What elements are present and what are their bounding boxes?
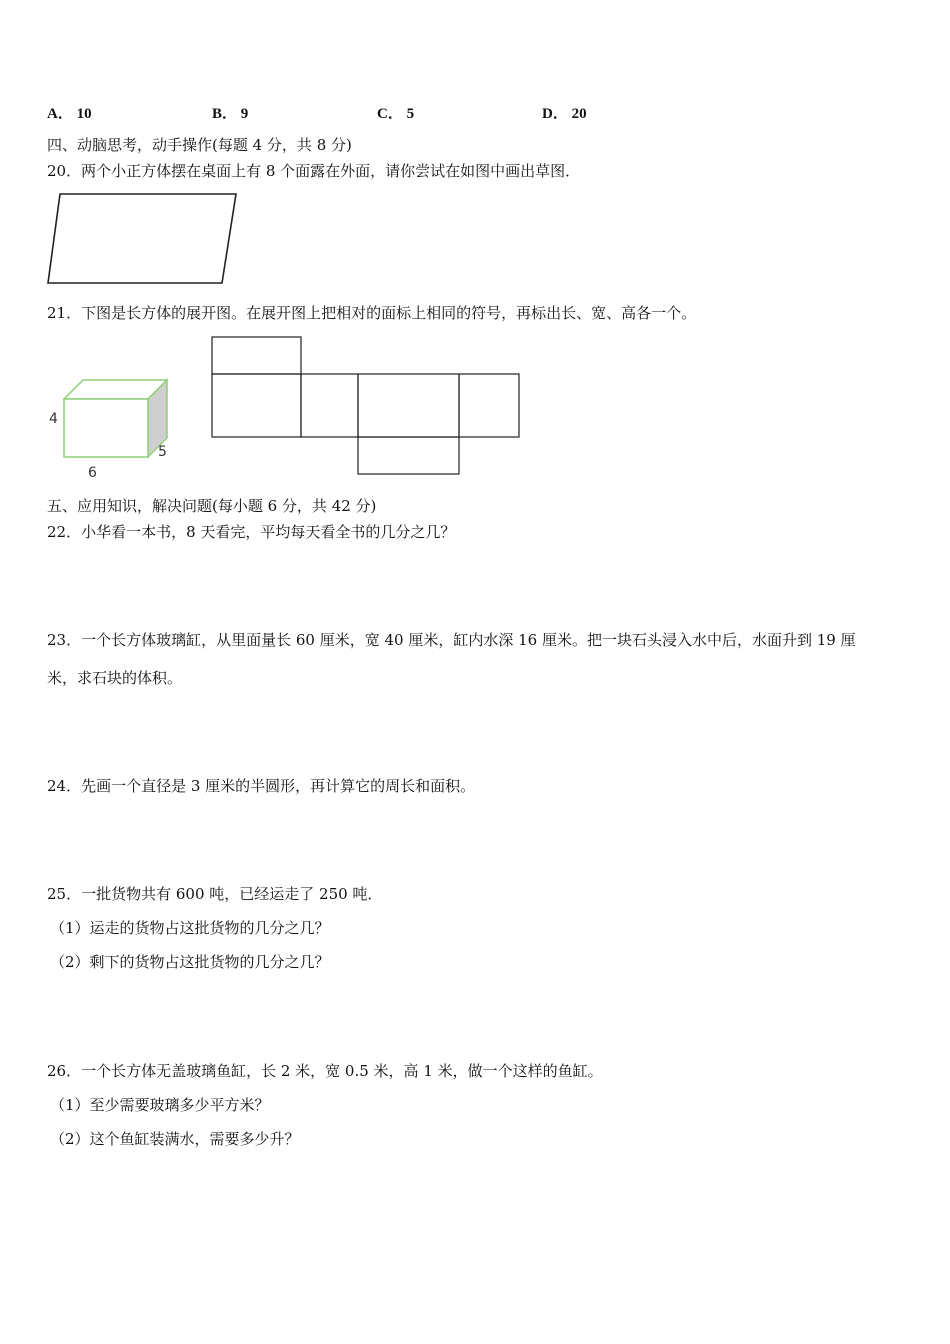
- question-26-sub-1: （1）至少需要玻璃多少平方米？: [50, 1096, 270, 1114]
- length-label: 6: [88, 465, 97, 481]
- net-face-side-1: [301, 374, 358, 437]
- height-label: 4: [49, 411, 58, 427]
- parallelogram-figure: [40, 190, 250, 290]
- cuboid-figure: [40, 372, 190, 482]
- question-25: 25．一批货物共有 600 吨，已经运走了 250 吨．: [47, 885, 383, 903]
- option-a: A． 10: [47, 106, 92, 122]
- question-20: 20．两个小正方体摆在桌面上有 8 个面露在外面，请你尝试在如图中画出草图．: [47, 162, 581, 180]
- net-face-front: [358, 374, 459, 437]
- cuboid-front-face: [64, 399, 148, 457]
- question-25-sub-1: （1）运走的货物占这批货物的几分之几？: [50, 919, 330, 937]
- section-5-heading: 五、应用知识，解决问题(每小题 6 分，共 42 分): [47, 497, 377, 515]
- option-d: D． 20: [542, 106, 587, 122]
- net-face-left: [212, 374, 301, 437]
- question-23-line-1: 23．一个长方体玻璃缸，从里面量长 60 厘米，宽 40 厘米，缸内水深 16 厘米。把一块石头浸入水中后，水面升到 19 厘: [47, 631, 856, 649]
- net-face-top: [212, 337, 301, 374]
- question-26-sub-2: （2）这个鱼缸装满水，需要多少升？: [50, 1130, 300, 1148]
- question-25-sub-2: （2）剩下的货物占这批货物的几分之几？: [50, 953, 330, 971]
- section-4-heading: 四、动脑思考，动手操作(每题 4 分，共 8 分): [47, 136, 352, 154]
- question-21: 21．下图是长方体的展开图。在展开图上把相对的面标上相同的符号，再标出长、宽、高各一个。: [47, 304, 697, 322]
- width-label: 5: [158, 444, 167, 460]
- cuboid-net-figure: [205, 330, 530, 480]
- net-face-bottom: [358, 437, 459, 474]
- question-22: 22．小华看一本书，8 天看完，平均每天看全书的几分之几？: [47, 523, 456, 541]
- option-b: B． 9: [212, 106, 249, 122]
- net-face-side-2: [459, 374, 519, 437]
- option-c: C． 5: [377, 106, 415, 122]
- parallelogram: [48, 194, 236, 283]
- question-26: 26．一个长方体无盖玻璃鱼缸，长 2 米，宽 0.5 米，高 1 米，做一个这样的鱼缸。: [47, 1062, 603, 1080]
- question-24: 24．先画一个直径是 3 厘米的半圆形，再计算它的周长和面积。: [47, 777, 476, 795]
- question-23-line-2: 米，求石块的体积。: [47, 669, 183, 687]
